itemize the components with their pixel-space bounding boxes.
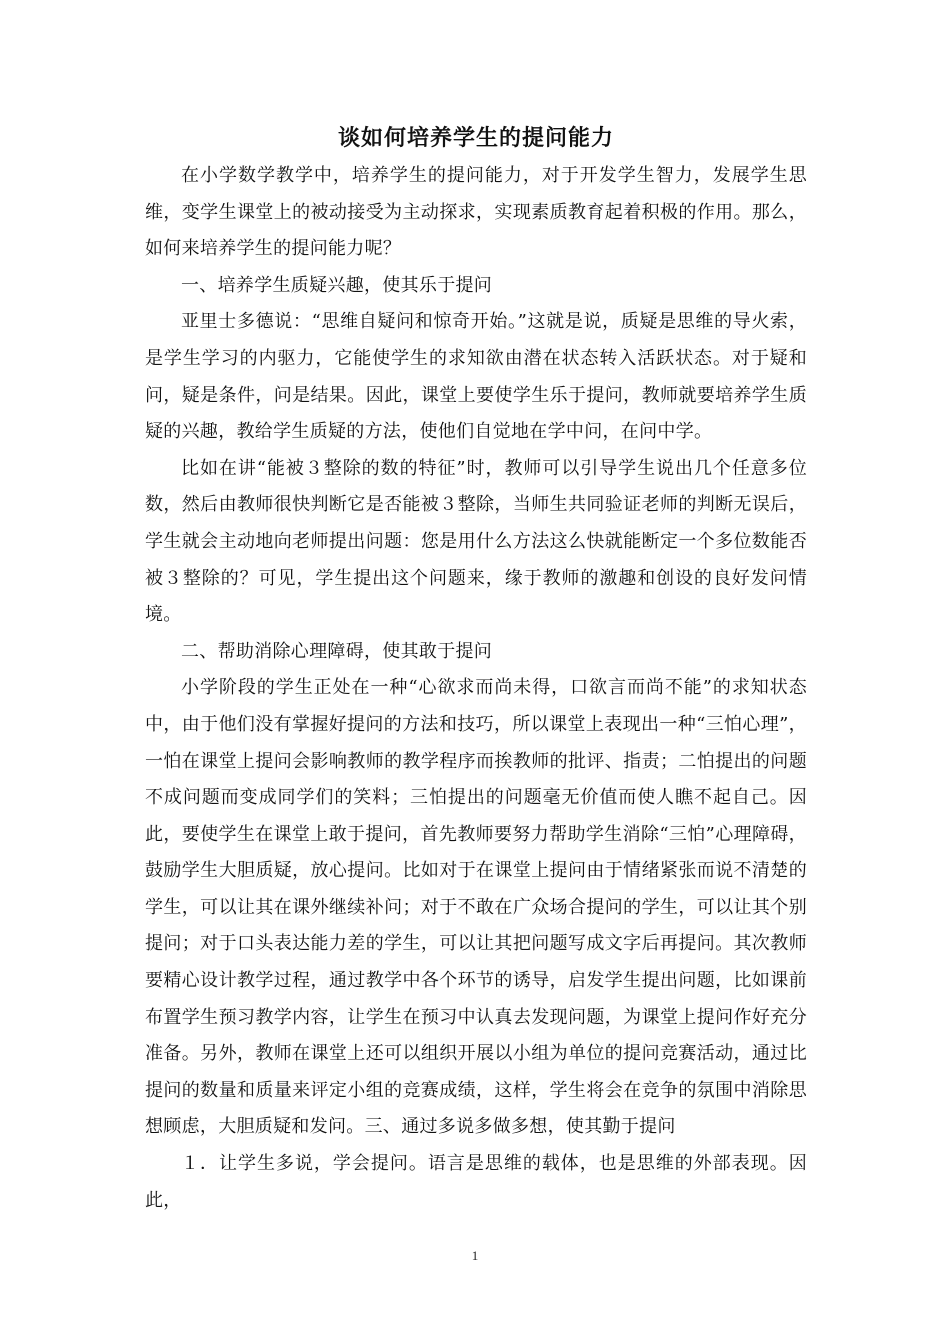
paragraph-aristotle-quote: 亚里士多德说：“思维自疑问和惊奇开始。”这就是说，质疑是思维的导火索，是学生学习的内驱力，它能使学生的求知欲由潜在状态转入活跃状态。对于疑和问，疑是条件，问是结果。因此，课堂上要使学生乐于提问，教师就要培养学生质疑的兴趣，教给学生质疑的方法，使他们自觉地在学中问，在问中学。 xyxy=(145,311,807,443)
paragraph-example-divisible-by-3: 比如在讲“能被３整除的数的特征”时，教师可以引导学生说出几个任意多位数，然后由教师很快判断它是否能被３整除，当师生共同验证老师的判断无误后，学生就会主动地向老师提出问题：您是用什么方法这么快就能断定一个多位数能否被３整除的？可见，学生提出这个问题来，缘于教师的激趣和创设的良好发问情境。 xyxy=(145,457,807,626)
document-title: 谈如何培养学生的提问能力 xyxy=(337,125,614,151)
section-heading-1: 一、培养学生质疑兴趣，使其乐于提问 xyxy=(181,274,493,296)
paragraph-intro: 在小学数学教学中，培养学生的提问能力，对于开发学生智力，发展学生思维，变学生课堂上的被动接受为主动探求，实现素质教育起着积极的作用。那么，如何来培养学生的提问能力呢？ xyxy=(145,165,807,260)
document-body xyxy=(145,118,807,1219)
page-number: 1 xyxy=(471,1248,479,1263)
section-heading-2: 二、帮助消除心理障碍，使其敢于提问 xyxy=(181,640,493,662)
paragraph-psychological-barriers: 小学阶段的学生正处在一种“心欲求而尚未得，口欲言而尚不能”的求知状态中，由于他们没有掌握好提问的方法和技巧，所以课堂上表现出一种“三怕心理”，一怕在课堂上提问会影响教师的教学程序而挨教师的批评、指责；二怕提出的问题不成问题而变成同学们的笑料；三怕提出的问题毫无价值而使人瞧不起自己。因此，要使学生在课堂上敢于提问，首先教师要努力帮助学生消除“三怕”心理障碍，鼓励学生大胆质疑，放心提问。比如对于在课堂上提问由于情绪紧张而说不清楚的学生，可以让其在课外继续补问；对于不敢在广众场合提问的学生，可以让其个别提问；对于口头表达能力差的学生，可以让其把问题写成文字后再提问。其次教师要精心设计教学过程，通过教学中各个环节的诱导，启发学生提出问题，比如课前布置学生预习教学内容，让学生在预习中认真去发现问题，为课堂上提问作好充分准备。另外，教师在课堂上还可以组织开展以小组为单位的提问竞赛活动，通过比提问的数量和质量来评定小组的竞赛成绩，这样，学生将会在竞争的氛围中消除思想顾虑，大胆质疑和发问。三、通过多说多做多想，使其勤于提问 xyxy=(145,677,807,1138)
paragraph-speak-more: １．让学生多说，学会提问。语言是思维的载体，也是思维的外部表现。因此， xyxy=(145,1153,807,1211)
